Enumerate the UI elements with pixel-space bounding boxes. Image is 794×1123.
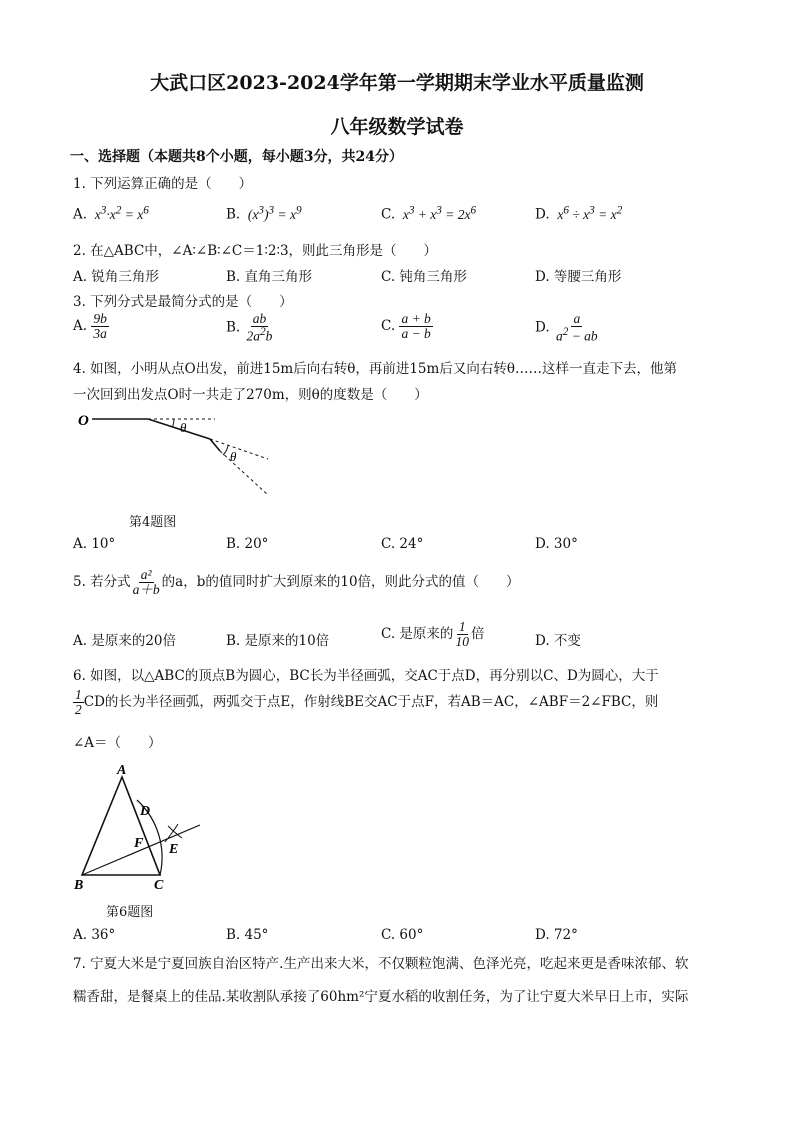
q2-option-c: C. 钝角三角形 [381, 269, 467, 285]
q4-path-segment-2 [148, 419, 210, 439]
q6-line1: 6. 如图，以△ABC的顶点B为圆心，BC长为半径画弧，交AC于点D，再分别以C、D为圆心，大于 [73, 668, 659, 684]
q7-line2: 糯香甜，是餐桌上的佳品.某收割队承接了60hm²宁夏水稻的收割任务，为了让宁夏大米早日上市，实际 [73, 989, 689, 1005]
q6-label-d: D [140, 804, 151, 819]
q4-line1: 4. 如图，小明从点O出发，前进15m后向右转θ，再前进15m后又向右转θ……这样一直走下去，他第 [73, 361, 677, 377]
q6-line2: $\frac{1}{2}$ CD的长为半径画弧，两弧交于点E，作射线BE交AC于点F，若AB＝AC，∠ABF＝2∠FBC，则 [75, 687, 659, 718]
q6-label-b: B [74, 878, 84, 893]
q4-label-o: O [78, 413, 89, 429]
q4-angle-arc-2 [223, 446, 228, 455]
q6-label-c: C [154, 878, 164, 893]
q4-option-a: A. 10° [73, 536, 116, 552]
q3-option-d-fraction: $\frac{a}{a^2 - ab}$ [555, 311, 598, 344]
q1-option-a-expr: $x^3\cdot x^2 = x^6$ [91, 204, 149, 222]
q6-figure [70, 760, 210, 895]
q1-option-b: B. $(x^3)^3 = x^9$ [226, 204, 302, 223]
q4-option-c: C. 24° [381, 536, 424, 552]
q6-line3: ∠A＝（ ） [73, 735, 162, 751]
q2-option-a: A. 锐角三角形 [73, 269, 159, 285]
q5-fraction: $\frac{\text{a²}}{a+b}$ [132, 567, 160, 598]
q1-option-c-expr: $x^3 + x^3 = 2x^6$ [399, 204, 477, 222]
q3-option-b-fraction: $\frac{ab}{2a^2b}$ [246, 311, 273, 344]
q1-option-b-expr: $(x^3)^3 = x^9$ [244, 204, 302, 222]
q3-option-c-fraction: $\frac{a + b}{a - b}$ [401, 311, 431, 342]
q4-label-theta-2: θ [230, 449, 237, 464]
q3-stem: 3. 下列分式是最简分式的是（ ） [73, 294, 293, 310]
q6-triangle-abc [82, 777, 160, 875]
q6-option-d: D. 72° [535, 927, 578, 943]
q4-line2: 一次回到出发点O时一共走了270m，则θ的度数是（ ） [73, 387, 428, 403]
q6-label-f: F [134, 836, 144, 851]
q7-line1: 7. 宁夏大米是宁夏回族自治区特产.生产出来大米，不仅颗粒饱满、色泽光亮，吃起来更是香味浓郁、软 [73, 956, 689, 972]
q4-angle-arc-1 [173, 419, 174, 427]
q6-label-a: A [117, 763, 127, 778]
q6-option-b: B. 45° [226, 927, 269, 943]
q5-stem: 5. 若分式 $\frac{\text{a²}}{a+b}$ 的a，b的值同时扩大到原来的10倍，则此分式的值（ ） [73, 567, 520, 598]
q5-option-a: A. 是原来的20倍 [73, 633, 177, 649]
q1-stem: 1. 下列运算正确的是（ ） [73, 176, 253, 192]
q6-label-e: E [169, 842, 179, 857]
exam-title: 大武口区2023-2024学年第一学期期末学业水平质量监测 [150, 72, 644, 94]
q4-option-d: D. 30° [535, 536, 578, 552]
q1-option-d: D. $x^6 \div x^3 = x^2$ [535, 204, 623, 223]
q5-option-b: B. 是原来的10倍 [226, 633, 330, 649]
q6-half-fraction: $\frac{1}{2}$ [75, 687, 82, 718]
q3-option-d: D. $\frac{a}{a^2 - ab}$ [535, 311, 598, 344]
q4-caption: 第4题图 [129, 515, 177, 530]
q2-option-b: B. 直角三角形 [226, 269, 313, 285]
q5-option-c-fraction: $\frac{1}{10}$ [455, 619, 469, 650]
q4-extension-3 [220, 451, 268, 495]
q1-option-a: A. $x^3\cdot x^2 = x^6$ [73, 204, 149, 223]
q6-option-c: C. 60° [381, 927, 424, 943]
q4-figure [70, 403, 290, 503]
q4-option-b: B. 20° [226, 536, 269, 552]
q2-option-d: D. 等腰三角形 [535, 269, 622, 285]
section-heading: 一、选择题（本题共8个小题，每小题3分，共24分） [70, 149, 403, 165]
exam-subtitle: 八年级数学试卷 [330, 116, 464, 138]
q1-option-c: C. $x^3 + x^3 = 2x^6$ [381, 204, 477, 223]
q3-option-b: B. $\frac{ab}{2a^2b}$ [226, 311, 273, 344]
q3-option-a-fraction: $\frac{9b}{3a}$ [93, 311, 107, 342]
q5-option-c: C. 是原来的 $\frac{1}{10}$ 倍 [381, 619, 485, 650]
q5-option-d: D. 不变 [535, 633, 581, 649]
q2-stem: 2. 在△ABC中，∠A∶∠B∶∠C＝1∶2∶3，则此三角形是（ ） [73, 243, 438, 259]
q1-option-d-expr: $x^6 \div x^3 = x^2$ [553, 204, 623, 222]
q4-path-segment-3 [210, 439, 220, 451]
q3-option-c: C. $\frac{a + b}{a - b}$ [381, 311, 431, 342]
q3-option-a: A. $\frac{9b}{3a}$ [73, 311, 107, 342]
q6-caption: 第6题图 [106, 905, 154, 920]
q4-label-theta-1: θ [180, 420, 187, 435]
q6-option-a: A. 36° [73, 927, 116, 943]
